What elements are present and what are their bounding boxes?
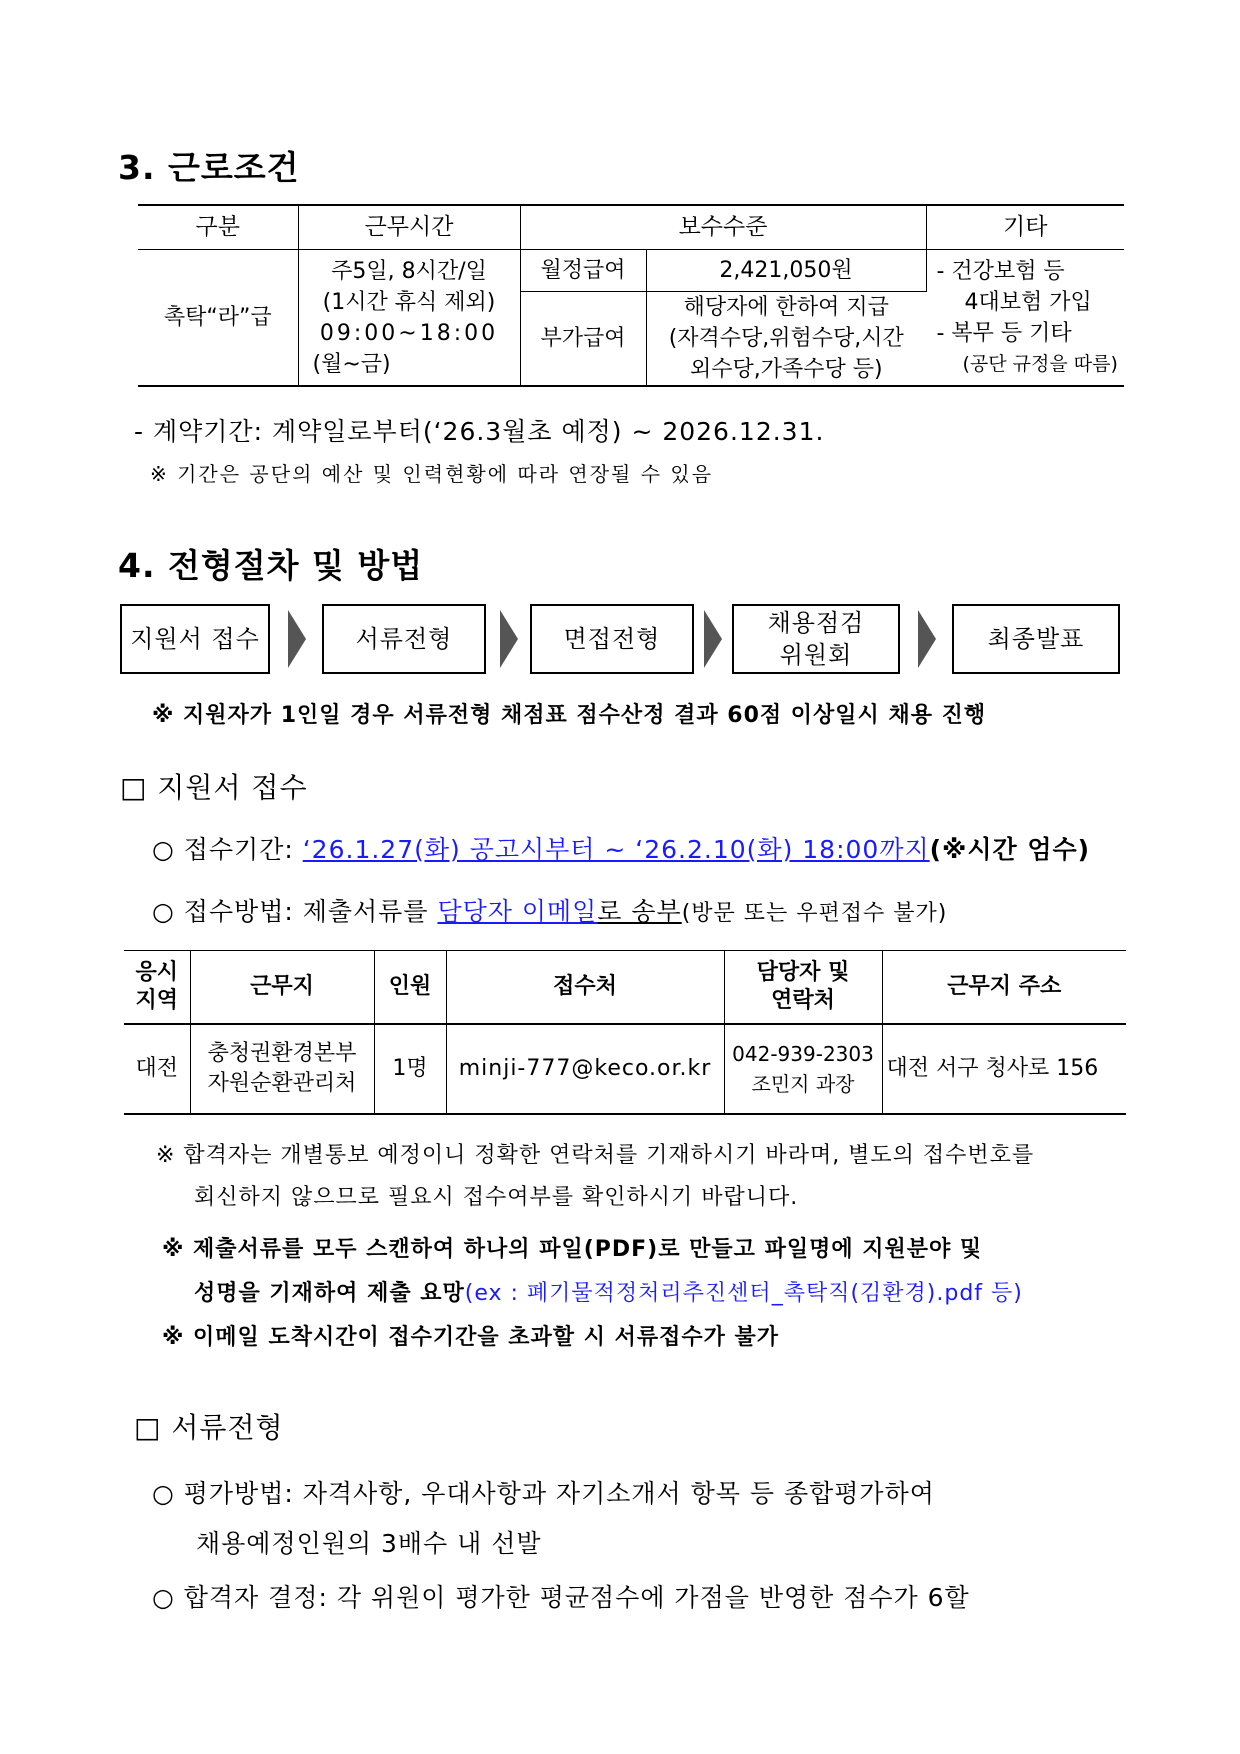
workplace-cell: 충청권환경본부 자원순환관리처 [190, 1024, 374, 1114]
other-cell: - 건강보험 등 4대보험 가입 - 복무 등 기타 (공단 규정을 따름) [926, 250, 1124, 387]
email-cell: minji-777@keco.or.kr [446, 1024, 724, 1114]
step-application: 지원서 접수 [120, 604, 270, 674]
pay-value-monthly: 2,421,050원 [646, 250, 926, 292]
working-conditions-table [138, 204, 1124, 387]
header-contact: 담당자 및 연락처 [724, 951, 882, 1025]
review-decision: ○ 합격자 결정: 각 위원이 평가한 평균점수에 가점을 반영한 점수가 6할 [152, 1583, 970, 1612]
contact-cell: 042-939-2303 조민지 과장 [724, 1024, 882, 1114]
application-table [124, 950, 1126, 1115]
document-review-heading: □ 서류전형 [134, 1411, 284, 1444]
application-period: ○ 접수기간: ‘26.1.27(화) 공고시부터 ~ ‘26.2.10(화) 18:00까지(※시간 엄수) [152, 835, 1091, 864]
address-cell: 대전 서구 청사로 156 [886, 1056, 1099, 1081]
email-link[interactable]: 담당자 이메일 [437, 897, 598, 926]
review-method-line-2: 채용예정인원의 3배수 내 선발 [196, 1529, 542, 1558]
step-final: 최종발표 [952, 604, 1120, 674]
hours-cell: 주5일, 8시간/일 (1시간 휴식 제외) 09:00~18:00 (월~금) [298, 250, 520, 387]
note-3: ※ 이메일 도착시간이 접수기간을 초과할 시 서류접수가 불가 [162, 1325, 780, 1350]
pay-label-monthly: 월정급여 [520, 250, 646, 292]
header-region: 응시 지역 [124, 951, 190, 1025]
step-committee-label: 채용점검 위원회 [767, 609, 865, 669]
arrow-icon [704, 610, 722, 668]
pay-label-extra: 부가급여 [520, 292, 646, 387]
contract-note: ※ 기간은 공단의 예산 및 인력현황에 따라 연장될 수 있음 [150, 462, 714, 486]
pay-value-extra: 해당자에 한하여 지급 (자격수당,위험수당,시간 외수당,가족수당 등) [646, 292, 926, 387]
section-3-title: 3. 근로조건 [118, 148, 300, 187]
arrow-icon [918, 610, 936, 668]
application-period-dates: ‘26.1.27(화) 공고시부터 ~ ‘26.2.10(화) 18:00까지 [302, 835, 930, 864]
step-committee [732, 604, 900, 674]
arrow-icon [500, 610, 518, 668]
note-2-line-2: 성명을 기재하여 제출 요망(ex : 폐기물적정처리추진센터_촉탁직(김환경).pdf 등) [194, 1281, 1023, 1306]
step-interview: 면접전형 [530, 604, 694, 674]
application-heading: □ 지원서 접수 [120, 771, 308, 804]
table-row [124, 1024, 1126, 1114]
note-1-line-2: 회신하지 않으므로 필요시 접수여부를 확인하시기 바랍니다. [194, 1185, 799, 1210]
review-method-line-1: ○ 평가방법: 자격사항, 우대사항과 자기소개서 항목 등 종합평가하여 [152, 1479, 935, 1508]
count-cell: 1명 [374, 1024, 446, 1114]
section-4-title: 4. 전형절차 및 방법 [118, 546, 424, 585]
step-document-review: 서류전형 [322, 604, 486, 674]
contract-period: - 계약기간: 계약일로부터(‘26.3월초 예정) ~ 2026.12.31. [134, 417, 825, 446]
header-hours: 근무시간 [298, 205, 520, 250]
header-recipient: 접수처 [446, 951, 724, 1025]
header-other: 기타 [926, 205, 1124, 250]
flow-note: ※ 지원자가 1인일 경우 서류전형 채점표 점수산정 결과 60점 이상일시 채용 진행 [152, 703, 987, 728]
application-method: ○ 접수방법: 제출서류를 담당자 이메일로 송부(방문 또는 우편접수 불가) [152, 897, 948, 926]
region-cell: 대전 [124, 1024, 190, 1114]
header-count: 인원 [374, 951, 446, 1025]
header-address: 근무지 주소 [882, 951, 1126, 1025]
category-cell: 촉탁“라”급 [138, 250, 298, 387]
note-1-line-1: ※ 합격자는 개별통보 예정이니 정확한 연락처를 기재하시기 바라며, 별도의 접수번호를 [156, 1143, 1035, 1168]
note-2-line-1: ※ 제출서류를 모두 스캔하여 하나의 파일(PDF)로 만들고 파일명에 지원분야 및 [162, 1237, 983, 1262]
header-pay: 보수수준 [520, 205, 926, 250]
header-workplace: 근무지 [190, 951, 374, 1025]
arrow-icon [288, 610, 306, 668]
header-category: 구분 [138, 205, 298, 250]
